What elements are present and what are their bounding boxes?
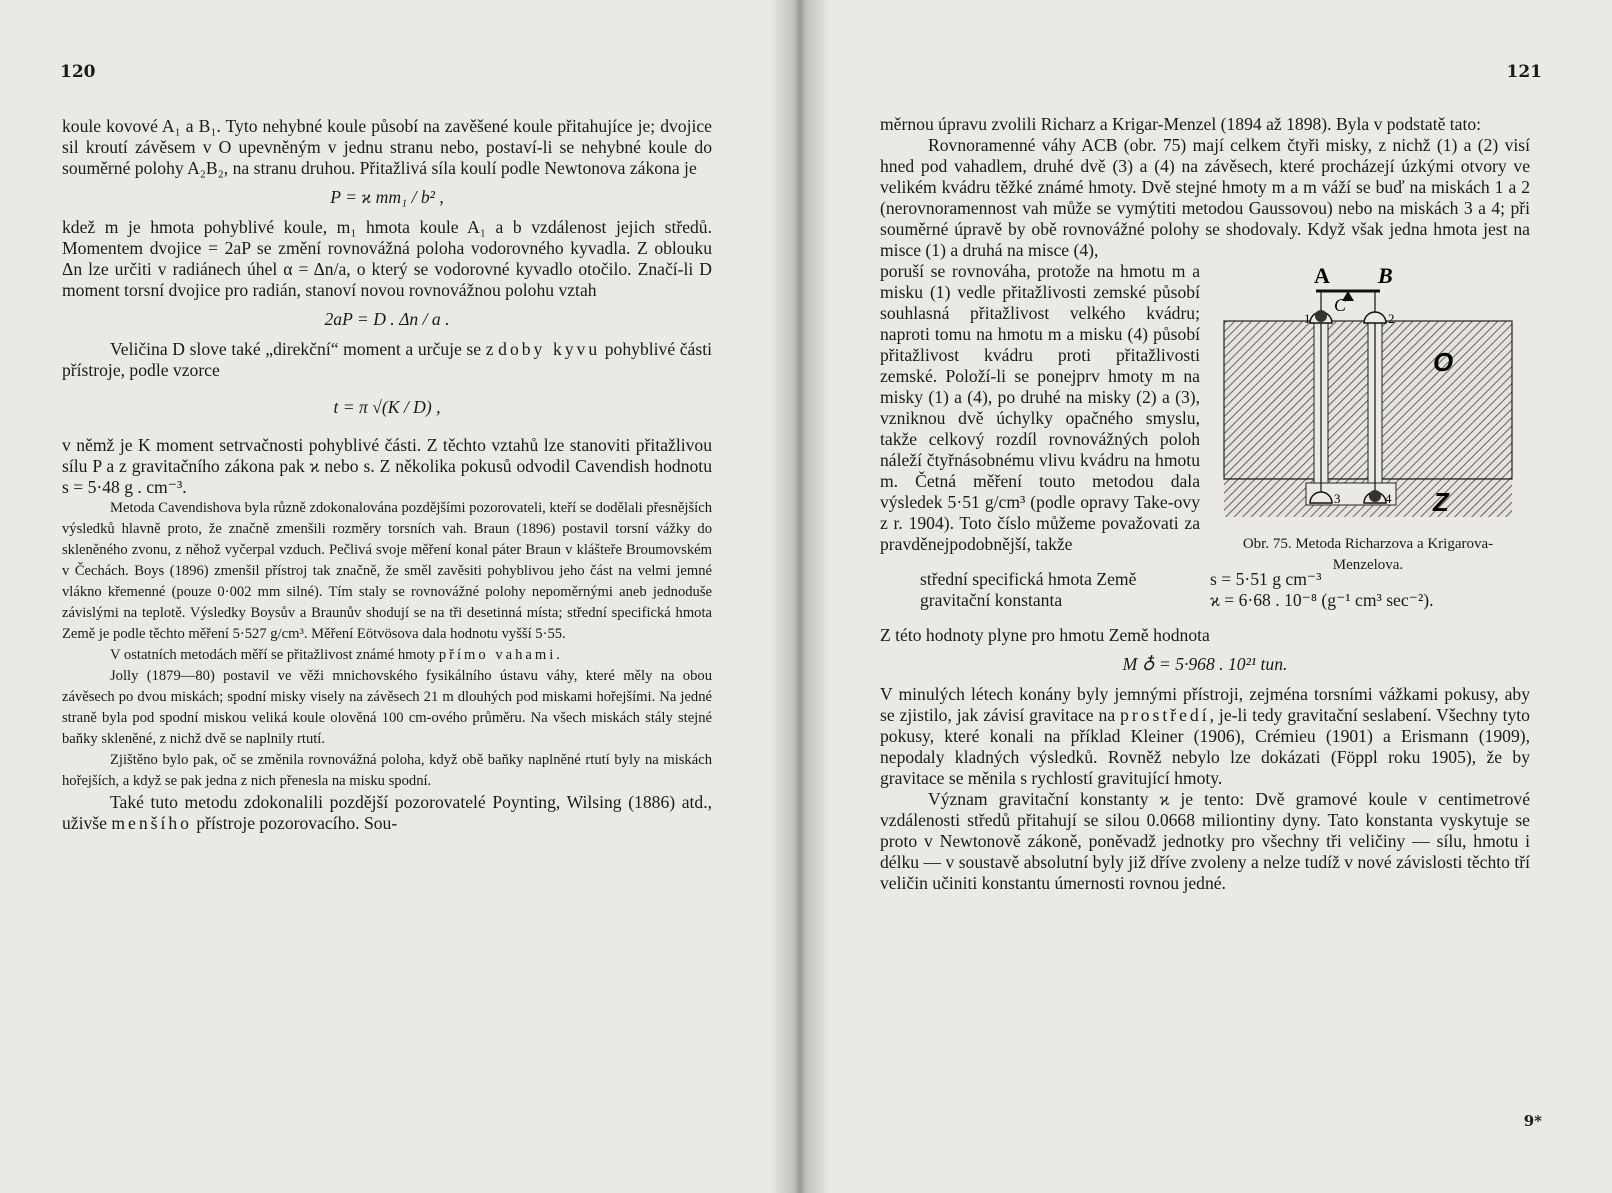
label-2: 2	[1388, 311, 1395, 326]
spaced-text: doby kyvu	[498, 339, 601, 359]
label-4: 4	[1385, 491, 1392, 506]
text-run: V minulých létech konány byly jemnými přístroji, zejména torsními vážkami pokusy, aby se zjistilo, jak závisí gravitace na	[880, 684, 1530, 725]
text-run: Veličina D slove také „direkční“ moment a určuje se z	[110, 339, 499, 359]
text-run: , je-li tedy gravitační seslabení. Všechny tyto pokusy, které konali na příklad Kleiner (1906), Crémieu (1901) a Erismann (1909), nepodaly kladných výsledků. Rovněž nebylo lze dokázati (Föppl roku 1905), že by gravitace se měnila s rychlostí gravitující hmoty.	[880, 705, 1530, 788]
left-text-column	[62, 116, 712, 834]
right-page	[800, 0, 1612, 1193]
paragraph: poruší se rovnováha, protože na hmotu m a misku (1) vedle přitažlivosti zemské působí souhlasná přitažlivost velkého kvádru; naproti tomu na hmotu m a misku (4) působí přitažlivost kvádru proti přitažlivosti zemské. Položí-li se ponejprv hmoty m na misky (1) a (4), po druhé na misky (2) a (3), vzniknou dvě úchylky opačného smyslu, takže celkový rozdíl rovnovážných poloh náleží čtyřnásobnému vlivu kvádru na hmotu m. Četná měření touto metodou dala výsledek 5·51 g/cm³ (podle opravy Take-ovy z r. 1904). Toto číslo můžeme považovati za pravděnejpodobnější, takže	[880, 261, 1200, 554]
small-paragraph: Jolly (1879—80) postavil ve věži mnichovského fysikálního ústavu váhy, které měly na obou závěsech po dvou miskách; spodní misky visely na závěsech 21 m dlouhých pod miskami hořejšími. Na jedné straně byla pod spodní miskou veliká koule olověná 100 cm-ového průměru. Na všech miskách stály stejné baňky skleněné, z nichž dvě se naplnily rtutí.	[62, 668, 712, 747]
label-B: B	[1378, 263, 1393, 288]
constant-value: ϰ = 6·68 . 10⁻⁸ (g⁻¹ cm³ sec⁻²).	[1210, 590, 1434, 610]
label-1: 1	[1304, 311, 1311, 326]
equation: M ♁ = 5·968 . 10²¹ tun.	[1122, 654, 1288, 674]
paragraph: Rovnoramenné váhy ACB (obr. 75) mají celkem čtyři misky, z nichž (1) a (2) visí hned pod vahadlem, druhé dvě (3) a (4) na závěsech, které procházejí úzkými otvory ve velikém kvádru těžké známé hmoty. Dvě stejné hmoty m a m váží se buď na miskách 1 a 2 (nerovnoramennost vah může se vymýtiti metodou Gaussovou) nebo na miskách 3 a 4; při souměrné úpravě by obě rovnovážné polohy se shodovaly. Když však jedna hmota jest na misce (1) a druhá na misce (4),	[880, 135, 1530, 260]
label-C: C	[1334, 295, 1347, 315]
text-run: Také tuto metodu zdokonalili pozdější pozorovatelé Poynting, Wilsing (1886) atd., uživše	[62, 792, 712, 833]
page-number: 120	[60, 62, 96, 82]
paragraph	[62, 339, 712, 381]
label-A: A	[1314, 263, 1330, 288]
book-gutter	[770, 0, 830, 1193]
signature-mark: 9*	[1523, 1112, 1542, 1130]
spaced-text: menšího	[111, 813, 192, 833]
page-number: 121	[1506, 62, 1542, 82]
label-3: 3	[1334, 491, 1341, 506]
constant-value: s = 5·51 g cm⁻³	[1210, 569, 1322, 589]
small-paragraph	[62, 645, 712, 666]
paragraph	[880, 684, 1530, 789]
small-paragraph: Zjištěno bylo pak, oč se změnila rovnovážná poloha, když obě baňky naplněné rtutí byly na miskách hořejších, a když se pak jedna z nich přenesla na misku spodní.	[62, 752, 712, 789]
paragraph: Z této hodnoty plyne pro hmotu Země hodnota	[880, 625, 1210, 645]
left-page	[0, 0, 800, 1193]
text-with-figure	[880, 261, 1530, 573]
text-run: pohyblivé části přístroje, podle vzorce	[62, 339, 712, 380]
constant-row	[920, 590, 1530, 611]
figure-caption: Obr. 75. Metoda Richarzova a Krigarova-Menzelova.	[1242, 536, 1494, 573]
paragraph: kdež m je hmota pohyblivé koule, m₁ hmota koule A₁ a b vzdálenost jejich středů. Momentem dvojice = 2aP se změní rovnovážná poloha vodorovného kyvadla. Z oblouku Δn lze určiti v radiánech úhel α = Δn/a, o který se vodorovné kyvadlo otočilo. Značí-li D moment torsní dvojice pro radián, stanoví novou rovnovážnou polohu vztah	[62, 217, 712, 300]
equation: t = π √(K / D) ,	[333, 397, 441, 417]
paragraph: koule kovové A₁ a B₁. Tyto nehybné koule působí na zavěšené koule přitahujíce je; dvojice sil kroutí závěsem v O upevněným v jednu stranu nebo, postaví-li se nehybné koule do souměrné polohy A₂B₂, na stranu druhou. Přitažlivá síla koulí podle Newtonova zákona je	[62, 116, 712, 178]
paragraph: Význam gravitační konstanty ϰ je tento: Dvě gramové koule v centimetrové vzdálenosti středů přitahují se silou 0.0668 miliontiny dyny. Tato konstanta vyskytuje se proto v Newtonově zákoně, poněvadž jednotky pro všechny tři veličiny — sílu, hmotu i délku — v soustavě absolutní byly již dříve zvoleny a nelze tudíž v nové závislosti těchto tří veličin učiniti konstantu úmernosti rovnou jedné.	[880, 789, 1530, 893]
paragraph: měrnou úpravu zvolili Richarz a Krigar-Menzel (1894 až 1898). Byla v podstatě tato:	[880, 114, 1482, 134]
text-run: V ostatních metodách měří se přitažlivost známé hmoty	[110, 647, 439, 663]
balance-diagram	[1218, 261, 1518, 521]
label-Z: Z	[1433, 487, 1449, 517]
small-paragraph: Metoda Cavendishova byla různě zdokonalována pozdějšími pozorovateli, kteří se dodělali přesnějších výsledků hlavně proto, že značně zmenšili rozměry torsních vah. Braun (1896) postavil torsní vážky do skleněného zvonu, z něhož vyčerpal vzduch. Pečlivá svoje měření konal páter Braun v klášteře Broumovském v Čechách. Boys (1896) zmenšil přístroj tak značně, že směl zavěsiti pohyblivou jeho část na velmi jemné vlákno křemenné (pouze 0·002 mm silné). Tím staly se rovnovážné polohy nepoměrnými aneb jednoduše závislými na teplotě. Výsledky Boysův a Braunův shodují se na tři desetinná místa; střední specifická hmota Země je podle těchto měření 5·527 g/cm³. Měření Eötvösova dala hodnotu vyšší 5·55.	[62, 500, 712, 642]
paragraph: v němž je K moment setrvačnosti pohyblivé části. Z těchto vztahů lze stanoviti přitažlivou sílu P a z gravitačního zákona pak ϰ nebo s. Z několika pokusů odvodil Cavendish hodnotu s = 5·48 g . cm⁻³.	[62, 435, 712, 497]
spaced-text: přímo vahami.	[438, 647, 563, 663]
right-text-column	[880, 114, 1530, 894]
constant-label: střední specifická hmota Země	[920, 569, 1137, 589]
paragraph	[62, 792, 712, 834]
constant-label: gravitační konstanta	[920, 590, 1063, 610]
spaced-text: prostředí	[1120, 705, 1210, 725]
figure-75	[1218, 261, 1518, 576]
text-run: přístroje pozorovacího. Sou-	[191, 813, 398, 833]
equation: P = ϰ mm₁ / b² ,	[330, 187, 444, 207]
label-O: O	[1433, 347, 1454, 377]
equation: 2aP = D . Δn / a .	[324, 309, 450, 329]
